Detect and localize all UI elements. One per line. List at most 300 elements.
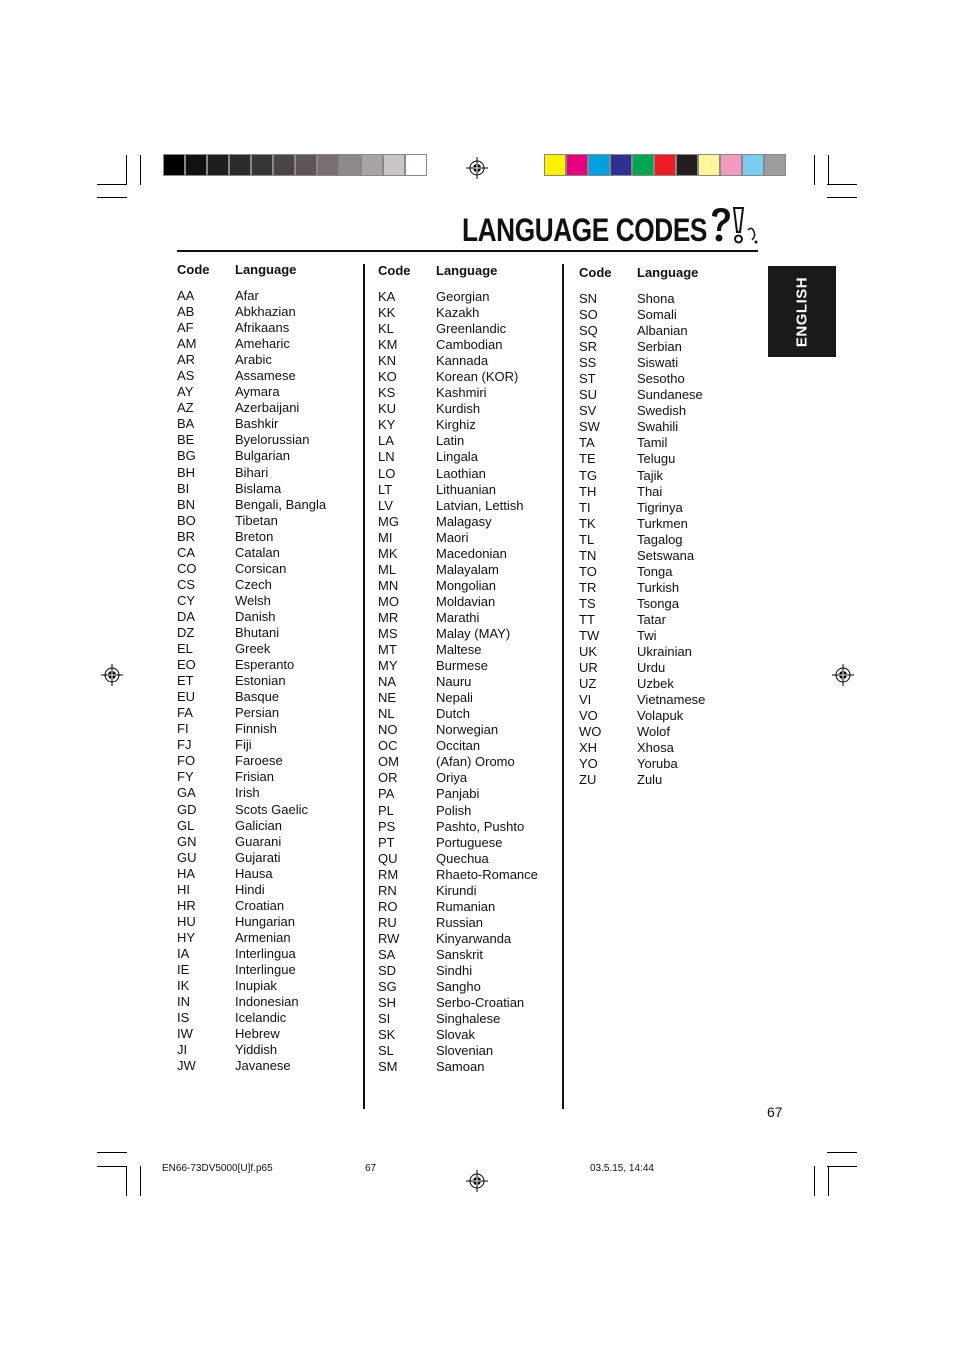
language-name: Quechua [436,850,489,866]
language-row [378,433,558,449]
language-name: (Afan) Oromo [436,754,515,770]
language-name: Burmese [436,658,489,674]
language-row [177,448,357,464]
language-name: Cambodian [436,337,503,353]
language-row [378,321,558,337]
language-name: Marathi [436,609,480,625]
language-code: SV [579,403,597,419]
language-row [378,690,558,706]
question-exclamation-icon [706,206,760,246]
language-name: Scots Gaelic [235,801,308,817]
language-name: Ukrainian [637,644,692,660]
language-row [177,946,357,962]
language-name: Armenian [235,929,291,945]
language-row [177,513,357,529]
language-code: CY [177,592,196,608]
language-row [378,449,558,465]
language-code: RN [378,882,397,898]
language-row [177,1026,357,1042]
language-row [378,706,558,722]
language-side-tab [768,266,836,357]
language-name: Turkmen [637,515,688,531]
language-row [378,851,558,867]
language-code: LN [378,449,395,465]
language-code: TR [579,579,597,595]
side-tab-label: ENGLISH [793,276,811,347]
language-name: Estonian [235,673,286,689]
registration-mark-icon [466,157,488,179]
language-code: OM [378,754,399,770]
language-name: Polish [436,802,472,818]
language-row [579,435,759,451]
color-swatch [544,154,566,176]
language-row [378,642,558,658]
language-row [579,403,759,419]
language-name: Czech [235,576,272,592]
language-code: TS [579,595,596,611]
language-name: Kazakh [436,305,480,321]
language-name: Panjabi [436,786,480,802]
language-row [177,368,357,384]
language-row [378,305,558,321]
language-row [378,289,558,305]
language-code: FY [177,769,194,785]
language-row [177,432,357,448]
language-row [378,738,558,754]
language-code: KN [378,353,397,369]
color-swatch [742,154,764,176]
language-row [378,835,558,851]
language-row [579,548,759,564]
language-row [177,882,357,898]
language-code: PA [378,786,395,802]
language-name: Hungarian [235,913,295,929]
language-code: FI [177,721,189,737]
language-name: Sindhi [436,962,473,978]
language-row [579,724,759,740]
language-code: BR [177,528,196,544]
language-header: Language [436,263,498,278]
language-code: ST [579,371,596,387]
language-name: Welsh [235,592,271,608]
language-name: Fiji [235,737,252,753]
language-row [378,530,558,546]
column-divider [562,264,564,1109]
language-name: Gujarati [235,849,281,865]
language-row [579,644,759,660]
language-row [579,580,759,596]
language-code: RO [378,898,398,914]
crop-mark [126,1166,127,1196]
language-name: Tonga [637,563,673,579]
language-code: EO [177,657,196,673]
language-code: LA [378,433,394,449]
language-code: HA [177,865,196,881]
language-row [177,914,357,930]
language-code: KK [378,305,396,321]
language-code: TG [579,467,598,483]
language-name: Arabic [235,352,272,368]
color-swatch [764,154,786,176]
color-swatch [720,154,742,176]
language-name: Frisian [235,769,275,785]
language-name: Bihari [235,464,269,480]
language-code: MO [378,593,399,609]
language-code: TN [579,547,597,563]
color-swatch [207,154,229,176]
language-name: Danish [235,608,276,624]
language-name: Yiddish [235,1042,278,1058]
language-name: Pashto, Pushto [436,818,525,834]
language-row [579,371,759,387]
column-header [579,265,759,285]
language-row [177,673,357,689]
color-swatch [654,154,676,176]
language-row [378,385,558,401]
language-name: Swahili [637,419,679,435]
language-name: Indonesian [235,994,299,1010]
language-name: Tsonga [637,595,679,611]
language-name: Greenlandic [436,321,507,337]
language-code: AZ [177,400,194,416]
language-code: SL [378,1043,394,1059]
language-row [378,562,558,578]
language-row [177,705,357,721]
language-name: Azerbaijani [235,400,300,416]
language-name: Malay (MAY) [436,625,511,641]
language-code: FO [177,753,196,769]
language-code: AY [177,384,194,400]
language-code: RU [378,914,397,930]
language-row [579,323,759,339]
language-name: Twi [637,627,657,643]
language-code: VO [579,708,598,724]
language-name: Mongolian [436,577,496,593]
language-row [177,721,357,737]
language-row [177,866,357,882]
language-header: Language [637,265,699,280]
language-code: KL [378,321,394,337]
language-row [177,657,357,673]
language-name: Moldavian [436,593,496,609]
language-name: Tagalog [637,531,683,547]
language-row [177,352,357,368]
language-code: TK [579,515,596,531]
language-code: IW [177,1026,193,1042]
language-row [177,898,357,914]
language-code: AM [177,336,197,352]
registration-mark-icon [101,664,123,686]
language-name: Maltese [436,642,482,658]
language-name: Tigrinya [637,499,683,515]
language-code: IS [177,1010,190,1026]
grayscale-bar [163,154,427,176]
language-code: VI [579,692,592,708]
language-name: Georgian [436,289,490,304]
language-row [378,401,558,417]
language-column-2 [378,263,558,1075]
language-name: Dutch [436,706,470,722]
language-name: Bhutani [235,624,280,640]
language-row [579,756,759,772]
language-code: BG [177,448,196,464]
language-name: Catalan [235,544,280,560]
language-code: SI [378,1011,391,1027]
language-name: Malayalam [436,561,499,577]
language-code: BE [177,432,195,448]
language-row [378,1027,558,1043]
language-row [579,419,759,435]
language-name: Latin [436,433,465,449]
language-code: XH [579,740,598,756]
language-name: Bislama [235,480,282,496]
language-code: HU [177,913,196,929]
language-code: SM [378,1059,398,1075]
language-code: SK [378,1027,396,1043]
language-row [177,288,357,304]
footer-date: 03.5.15, 14:44 [590,1163,654,1174]
language-row [378,786,558,802]
language-row [378,979,558,995]
crop-mark [97,184,127,185]
language-name: Kashmiri [436,385,487,401]
language-code: MK [378,545,398,561]
language-code: UK [579,644,598,660]
language-row [378,546,558,562]
language-name: Sanskrit [436,946,483,962]
language-row [579,500,759,516]
language-row [378,931,558,947]
language-row [378,883,558,899]
language-name: Sangho [436,979,481,995]
language-code: SU [579,387,598,403]
crop-mark [827,184,857,185]
language-name: Abkhazian [235,304,296,320]
language-row [378,658,558,674]
language-code: ZU [579,772,597,788]
language-code: NA [378,674,397,690]
language-code: JI [177,1042,188,1058]
language-name: Bengali, Bangla [235,496,327,512]
language-row [579,628,759,644]
language-row [177,962,357,978]
language-code: HR [177,897,196,913]
language-row [177,1010,357,1026]
color-swatch [632,154,654,176]
language-code: MR [378,609,399,625]
language-name: Assamese [235,368,296,384]
language-name: Byelorussian [235,432,310,448]
language-row [579,660,759,676]
language-row [378,353,558,369]
language-code: BI [177,480,190,496]
language-row [579,468,759,484]
language-name: Tajik [637,467,664,483]
language-name: Occitan [436,738,481,754]
language-row [579,387,759,403]
language-row [378,915,558,931]
language-row [378,1011,558,1027]
language-code: SN [579,291,598,306]
language-code: GU [177,849,197,865]
language-code: SS [579,355,597,371]
language-row [378,1059,558,1075]
code-header: Code [378,263,411,278]
language-name: Sesotho [637,371,685,387]
language-name: Lithuanian [436,481,496,497]
language-code: KS [378,385,396,401]
language-code: MN [378,577,399,593]
crop-mark [97,197,127,198]
language-code: MI [378,529,393,545]
language-code: GD [177,801,197,817]
language-code: LV [378,497,393,513]
language-name: Oriya [436,770,468,786]
language-row [378,514,558,530]
language-code: OC [378,738,398,754]
language-name: Kirghiz [436,417,476,433]
language-code: IN [177,994,190,1010]
language-row [177,336,357,352]
language-name: Galician [235,817,282,833]
language-name: Basque [235,689,280,705]
language-name: Macedonian [436,545,507,561]
language-row [177,785,357,801]
language-name: Setswana [637,547,695,563]
language-name: Nauru [436,674,472,690]
language-code: PT [378,834,395,850]
language-name: Telugu [637,451,676,467]
language-row [177,320,357,336]
language-header: Language [235,262,297,277]
language-name: Malagasy [436,513,492,529]
language-row [579,291,759,307]
language-row [378,819,558,835]
language-row [378,369,558,385]
language-code: IA [177,945,190,961]
language-code: AS [177,368,195,384]
language-code: SD [378,962,397,978]
color-swatch [566,154,588,176]
color-swatch [163,154,185,176]
language-row [579,516,759,532]
language-name: Croatian [235,897,285,913]
language-name: Yoruba [637,756,678,772]
language-row [378,337,558,353]
crop-mark [828,155,829,185]
color-swatch [698,154,720,176]
language-row [579,339,759,355]
crop-mark [814,155,815,185]
language-name: Kirundi [436,882,477,898]
language-name: Korean (KOR) [436,369,519,385]
language-row [378,899,558,915]
language-code: CA [177,544,196,560]
language-name: Esperanto [235,657,295,673]
language-name: Wolof [637,724,670,740]
language-name: Finnish [235,721,277,737]
language-code: MS [378,625,398,641]
language-row [177,641,357,657]
language-code: YO [579,756,598,772]
language-row [579,484,759,500]
language-code: MY [378,658,398,674]
title-rule [177,250,758,252]
language-code: DA [177,608,196,624]
language-code: AF [177,320,194,336]
color-swatch [273,154,295,176]
language-name: Interlingue [235,961,296,977]
language-code: TE [579,451,596,467]
language-row [579,307,759,323]
language-row [177,465,357,481]
language-code: PL [378,802,394,818]
language-code: SW [579,419,600,435]
language-row [177,978,357,994]
language-row [177,994,357,1010]
language-row [177,625,357,641]
language-code: NL [378,706,395,722]
crop-mark [814,1166,815,1196]
language-name: Laothian [436,465,486,481]
language-code: PS [378,818,396,834]
language-name: Tibetan [235,512,278,528]
language-name: Uzbek [637,676,674,692]
crop-mark [828,1166,829,1196]
language-code: SR [579,339,598,355]
language-row [378,722,558,738]
language-row [177,834,357,850]
language-name: Samoan [436,1059,485,1075]
language-row [378,498,558,514]
language-row [378,626,558,642]
language-row [378,466,558,482]
language-code: KY [378,417,396,433]
language-name: Swedish [637,403,687,419]
color-swatch [185,154,207,176]
language-name: Icelandic [235,1010,287,1026]
footer-page: 67 [365,1163,377,1174]
language-row [579,612,759,628]
language-row [177,609,357,625]
language-name: Vietnamese [637,692,706,708]
language-row [177,930,357,946]
language-row [177,769,357,785]
language-row [177,818,357,834]
language-code: NE [378,690,397,706]
language-name: Lingala [436,449,478,465]
language-code: QU [378,850,398,866]
language-column-3 [579,265,759,788]
language-code: GA [177,785,196,801]
language-code: MT [378,642,397,658]
language-name: Persian [235,705,280,721]
registration-mark-icon [832,664,854,686]
language-row [177,1042,357,1058]
language-row [579,355,759,371]
language-code: FA [177,705,193,721]
language-row [378,803,558,819]
language-code: BA [177,416,195,432]
language-code: BN [177,496,196,512]
language-code: TT [579,611,595,627]
language-name: Bulgarian [235,448,290,464]
language-row [177,689,357,705]
language-code: DZ [177,624,195,640]
language-code: TL [579,531,595,547]
language-row [579,676,759,692]
language-name: Hebrew [235,1026,280,1042]
